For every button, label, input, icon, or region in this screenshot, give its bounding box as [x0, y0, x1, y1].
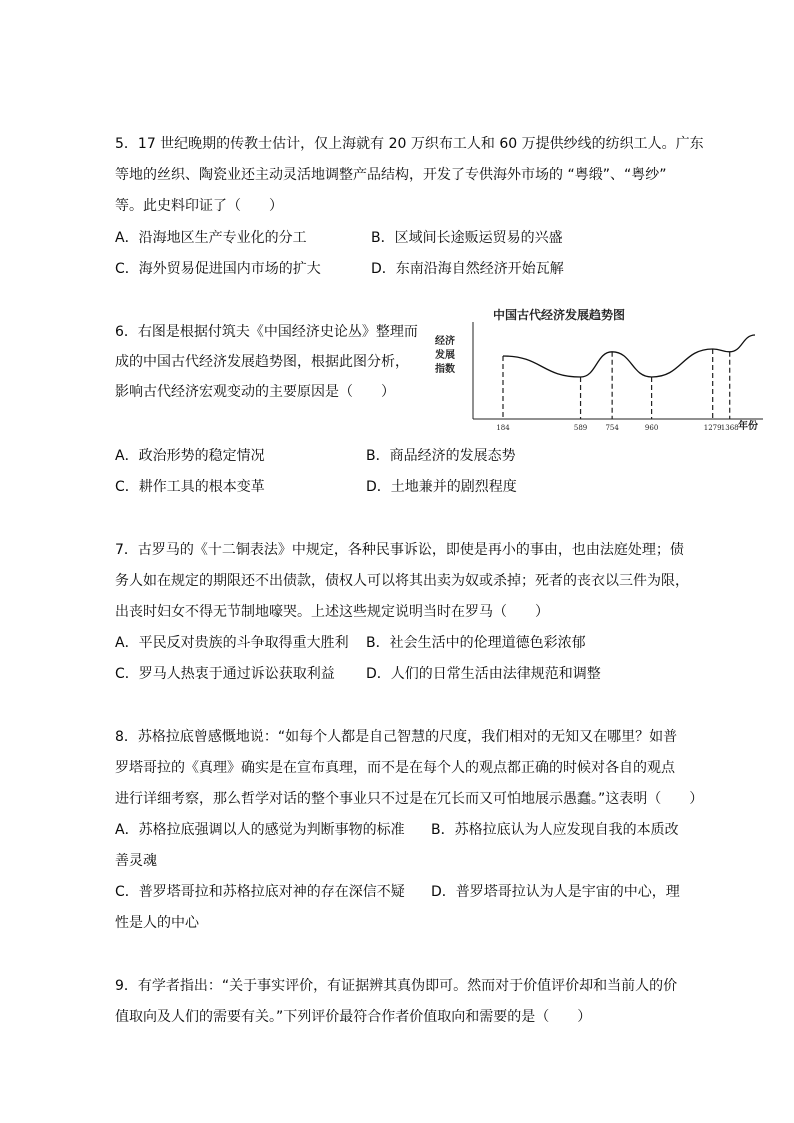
q7-option-d: D．人们的日常生活由法律规范和调整	[366, 666, 601, 682]
year-tick-184: 184	[496, 424, 510, 432]
q7-option-b: B．社会生活中的伦理道德色彩浓郁	[366, 635, 586, 651]
q7-line-2: 务人如在规定的期限还不出债款，债权人可以将其出卖为奴或杀掉；死者的丧衣以三件为限，	[115, 573, 689, 589]
q7-line-1: 7．古罗马的《十二铜表法》中规定，各种民事诉讼，即使是再小的事由，也由法庭处理；债	[115, 542, 684, 558]
q7-option-a: A．平民反对贵族的斗争取得重大胜利	[115, 635, 349, 651]
chart-ylabel-2: 发展	[435, 350, 455, 361]
year-tick-1279: 1279	[703, 424, 722, 432]
q9-line-1: 9．有学者指出：“关于事实评价，有证据辨其真伪即可。然而对于价值评价却和当前人的价	[115, 978, 678, 994]
q5-line-3: 等。此史料印证了（ ）	[115, 198, 283, 214]
q8-option-a: A．苏格拉底强调以人的感觉为判断事物的标准	[115, 822, 405, 838]
q6-line-3: 影响古代经济宏观变动的主要原因是（ ）	[115, 384, 395, 400]
chart-year-ticks	[496, 424, 738, 432]
chart-title: 中国古代经济发展趋势图	[493, 308, 626, 322]
q5-option-b: B．区域间长途贩运贸易的兴盛	[371, 230, 563, 246]
q8-option-b: B．苏格拉底认为人应发现自我的本质改	[431, 822, 679, 838]
chart-ylabel-3: 指数	[435, 364, 455, 375]
chart-drop-lines	[503, 349, 730, 419]
q6-option-a: A．政治形势的稳定情况	[115, 448, 265, 464]
q8-line-1: 8．苏格拉底曾感慨地说：“如每个人都是自己智慧的尺度，我们相对的无知又在哪里？如普	[115, 729, 678, 745]
q6-line-1: 6．右图是根据付筑夫《中国经济史论丛》整理而	[115, 324, 418, 340]
chart-xlabel: 年份	[738, 421, 758, 432]
q8-line-2: 罗塔哥拉的《真理》确实是在宣布真理，而不是在每个人的观点都正确的时候对各自的观点	[115, 760, 675, 776]
q5-line-2: 等地的丝织、陶瓷业还主动灵活地调整产品结构，开发了专供海外市场的 “粤缎”、“粤纱”	[115, 167, 667, 183]
q6-option-c: C．耕作工具的根本变革	[115, 479, 265, 495]
q8-option-d: D．普罗塔哥拉认为人是宇宙的中心，理	[431, 884, 680, 900]
economic-trend-chart	[435, 302, 793, 437]
q5-option-a: A．沿海地区生产专业化的分工	[115, 230, 307, 246]
q8-option-d-cont: 性是人的中心	[115, 915, 199, 931]
q7-option-c: C．罗马人热衷于通过诉讼获取利益	[115, 666, 335, 682]
trend-curve	[503, 335, 755, 377]
q8-line-3: 进行详细考察，那么哲学对话的整个事业只不过是在冗长而又可怕地展示愚蠢。”这表明（ ）	[115, 791, 704, 807]
q7-line-3: 出丧时妇女不得无节制地嚎哭。上述这些规定说明当时在罗马（ ）	[115, 604, 549, 620]
q9-line-2: 值取向及人们的需要有关。”下列评价最符合作者价值取向和需要的是（ ）	[115, 1009, 592, 1025]
q5-line-1: 5．17 世纪晚期的传教士估计，仅上海就有 20 万织布工人和 60 万提供纱线的纺织工人。广东	[115, 136, 704, 152]
year-tick-960: 960	[644, 424, 659, 432]
year-tick-589: 589	[573, 424, 588, 432]
q6-option-d: D．土地兼并的剧烈程度	[366, 479, 517, 495]
q6-option-b: B．商品经济的发展态势	[366, 448, 516, 464]
q5-option-c: C．海外贸易促进国内市场的扩大	[115, 261, 321, 277]
chart-ylabel-1: 经济	[435, 336, 455, 347]
year-tick-754: 754	[605, 424, 619, 432]
q8-option-c: C．普罗塔哥拉和苏格拉底对神的存在深信不疑	[115, 884, 405, 900]
q5-option-d: D．东南沿海自然经济开始瓦解	[371, 261, 564, 277]
q6-line-2: 成的中国古代经济发展趋势图，根据此图分析，	[115, 354, 409, 370]
q8-option-b-cont: 善灵魂	[115, 853, 157, 869]
year-tick-1368: 1368	[720, 424, 739, 432]
